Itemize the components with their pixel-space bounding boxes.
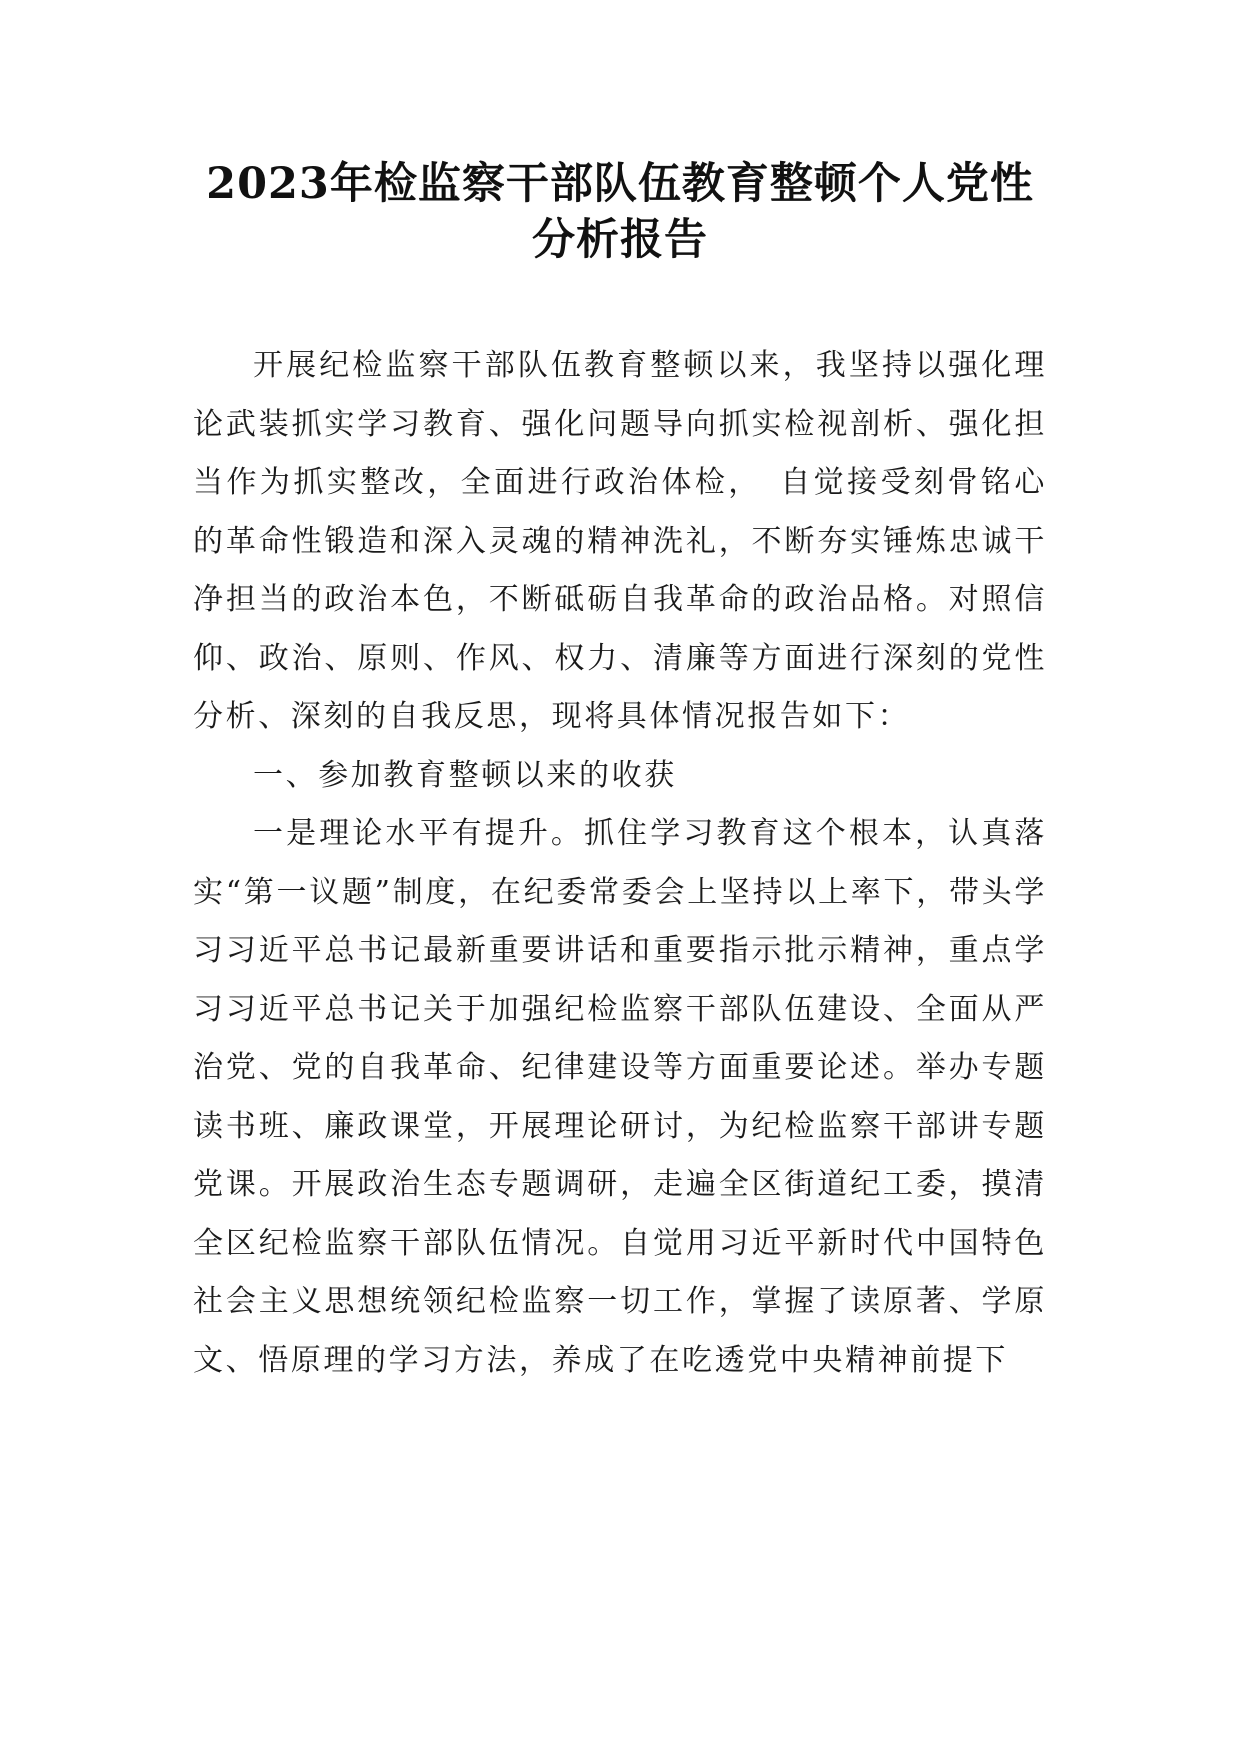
section-heading: 一、参加教育整顿以来的收获 bbox=[253, 757, 677, 793]
title-line-2: 分析报告 bbox=[532, 215, 708, 265]
title-line-1: 2023年检监察干部队伍教育整顿个人党性 bbox=[206, 159, 1034, 209]
document-title bbox=[160, 156, 1080, 268]
document-body bbox=[193, 337, 1047, 1390]
body-paragraph: 一是理论水平有提升。抓住学习教育这个根本，认真落实“第一议题”制度，在纪委常委会上坚持以上率下，带头学习习近平总书记最新重要讲话和重要指示批示精神，重点学习习近平总书记关于加强纪检监察干部队伍建设、全面从严治党、党的自我革命、纪律建设等方面重要论述。举办专题读书班、廉政课堂，开展理论研讨，为纪检监察干部讲专题党课。开展政治生态专题调研，走遍全区街道纪工委，摸清全区纪检监察干部队伍情况。自觉用习近平新时代中国特色社会主义思想统领纪检监察一切工作，掌握了读原著、学原文、悟原理的学习方法，养成了在吃透党中央精神前提下 bbox=[193, 816, 1047, 1378]
intro-paragraph: 开展纪检监察干部队伍教育整顿以来，我坚持以强化理论武装抓实学习教育、强化问题导向抓实检视剖析、强化担当作为抓实整改，全面进行政治体检， 自觉接受刻骨铭心的革命性锻造和深入灵魂的精神洗礼，不断夯实锤炼忠诚干净担当的政治本色，不断砥砺自我革命的政治品格。对照信仰、政治、原则、作风、权力、清廉等方面进行深刻的党性分析、深刻的自我反思，现将具体情况报告如下： bbox=[193, 348, 1047, 734]
